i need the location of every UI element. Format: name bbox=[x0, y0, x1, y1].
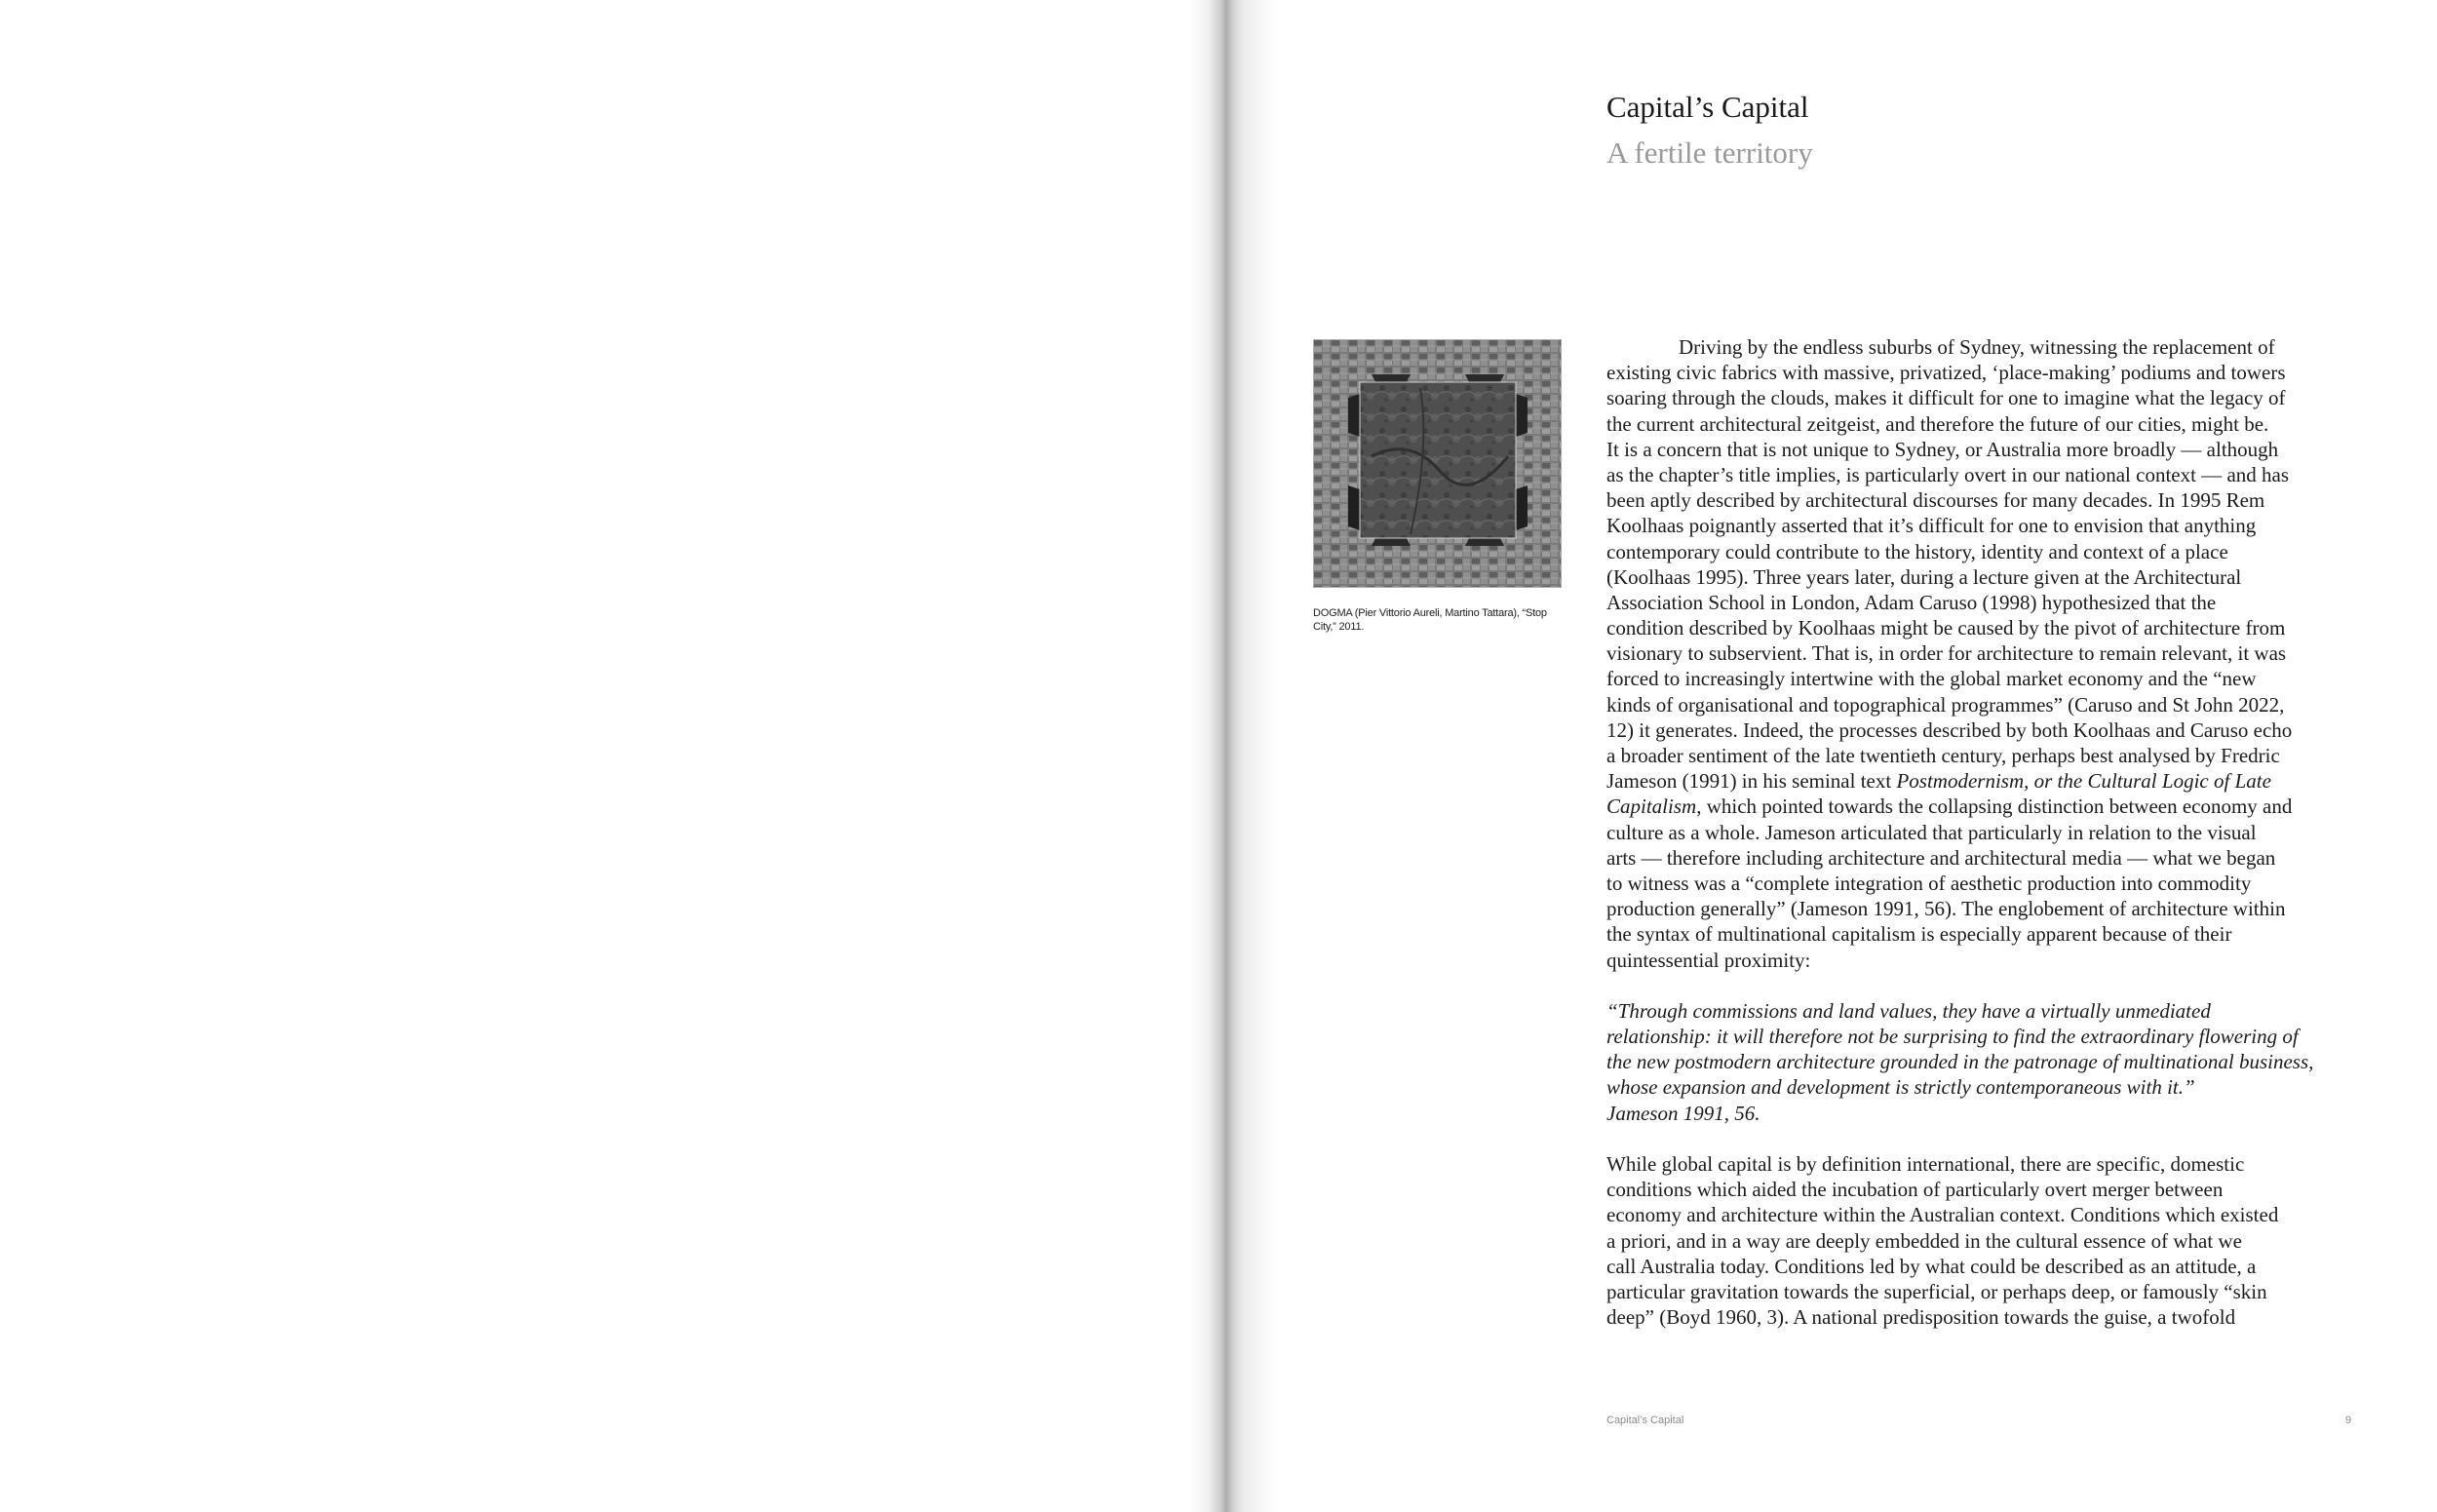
paragraph-gap bbox=[1606, 1126, 2357, 1151]
text-line: 12) it generates. Indeed, the processes described by both Koolhaas and Caruso echo bbox=[1606, 717, 2293, 742]
text-line: deep” (Boyd 1960, 3). A national predisposition towards the guise, a twofold bbox=[1606, 1305, 2236, 1330]
text-line: to witness was a “complete integration of aesthetic production into commodity bbox=[1606, 871, 2252, 895]
figure-caption: DOGMA (Pier Vittorio Aureli, Martino Tattara), “Stop City,” 2011. bbox=[1313, 607, 1547, 633]
text-line: the syntax of multinational capitalism is especially apparent because of their bbox=[1606, 922, 2232, 947]
text-line: call Australia today. Conditions led by what could be described as an attitude, a bbox=[1606, 1254, 2257, 1278]
text-line: arts — therefore including architecture and architectural media — what we began bbox=[1606, 845, 2276, 870]
body-text bbox=[1606, 334, 2357, 1330]
quote-line: whose expansion and development is strictly contemporaneous with it.” bbox=[1606, 1075, 2195, 1100]
page-number: 9 bbox=[2345, 1415, 2352, 1426]
running-footer-title: Capital’s Capital bbox=[1606, 1415, 1684, 1426]
book-title-italic: Capitalism bbox=[1606, 795, 1697, 819]
text-line: forced to increasingly intertwine with the global market economy and the “new bbox=[1606, 667, 2257, 691]
quote-attribution: Jameson 1991, 56. bbox=[1606, 1101, 1760, 1125]
text-line: soaring through the clouds, makes it difficult for one to imagine what the legacy of bbox=[1606, 386, 2286, 410]
text-line: condition described by Koolhaas might be caused by the pivot of architecture from bbox=[1606, 616, 2286, 640]
text-line: quintessential proximity: bbox=[1606, 948, 1811, 972]
chapter-subtitle: A fertile territory bbox=[1606, 136, 1813, 170]
text-line bbox=[1606, 794, 2357, 819]
paragraph-gap bbox=[1606, 973, 2357, 998]
text-line: Driving by the endless suburbs of Sydney, witnessing the replacement of bbox=[1679, 335, 2275, 359]
text-line: been aptly described by architectural discourses for many decades. In 1995 Rem bbox=[1606, 488, 2265, 513]
quote-line: the new postmodern architecture grounded in the patronage of multinational business, bbox=[1606, 1050, 2314, 1074]
text-line: a broader sentiment of the late twentieth century, perhaps best analysed by Fredric bbox=[1606, 744, 2280, 767]
text-line: production generally” (Jameson 1991, 56). The englobement of architecture within bbox=[1606, 897, 2286, 921]
quote-line: “Through commissions and land values, they have a virtually unmediated bbox=[1606, 998, 2211, 1023]
text-line: Koolhaas poignantly asserted that it’s difficult for one to envision that anything bbox=[1606, 514, 2257, 538]
quote-line: relationship: it will therefore not be surprising to find the extraordinary flowering of bbox=[1606, 1025, 2299, 1049]
stop-city-image bbox=[1313, 339, 1562, 588]
text-line: kinds of organisational and topographical programmes” (Caruso and St John 2022, bbox=[1606, 692, 2285, 717]
text-line: While global capital is by definition international, there are specific, domestic bbox=[1606, 1152, 2245, 1176]
text-line: Association School in London, Adam Caruso (1998) hypothesized that the bbox=[1606, 590, 2217, 614]
text-line: existing civic fabrics with massive, privatized, ‘place-making’ podiums and towers bbox=[1606, 361, 2286, 385]
text-segment: Jameson (1991) in his seminal text bbox=[1606, 769, 1897, 794]
text-line: economy and architecture within the Australian context. Conditions which existed bbox=[1606, 1203, 2279, 1227]
text-line: visionary to subservient. That is, in order for architecture to remain relevant, it was bbox=[1606, 641, 2287, 666]
text-line: the current architectural zeitgeist, and therefore the future of our cities, might be. bbox=[1606, 411, 2269, 436]
text-line: conditions which aided the incubation of particularly overt merger between bbox=[1606, 1178, 2224, 1202]
text-line: particular gravitation towards the superficial, or perhaps deep, or famously “skin bbox=[1606, 1279, 2267, 1303]
text-line: a priori, and in a way are deeply embedded in the cultural essence of what we bbox=[1606, 1228, 2242, 1253]
text-line bbox=[1606, 768, 2357, 794]
text-line: contemporary could contribute to the history, identity and context of a place bbox=[1606, 539, 2228, 563]
text-line: (Koolhaas 1995). Three years later, during a lecture given at the Architectural bbox=[1606, 564, 2242, 589]
text-line: It is a concern that is not unique to Sydney, or Australia more broadly — although bbox=[1606, 437, 2279, 461]
text-line: culture as a whole. Jameson articulated that particularly in relation to the visual bbox=[1606, 820, 2257, 844]
book-title-italic: Postmodernism, or the Cultural Logic of Late bbox=[1896, 769, 2271, 794]
text-segment: , which pointed towards the collapsing distinction between economy and bbox=[1696, 795, 2293, 819]
chapter-title: Capital’s Capital bbox=[1606, 90, 1809, 124]
text-line: as the chapter’s title implies, is particularly overt in our national context — and has bbox=[1606, 462, 2290, 486]
